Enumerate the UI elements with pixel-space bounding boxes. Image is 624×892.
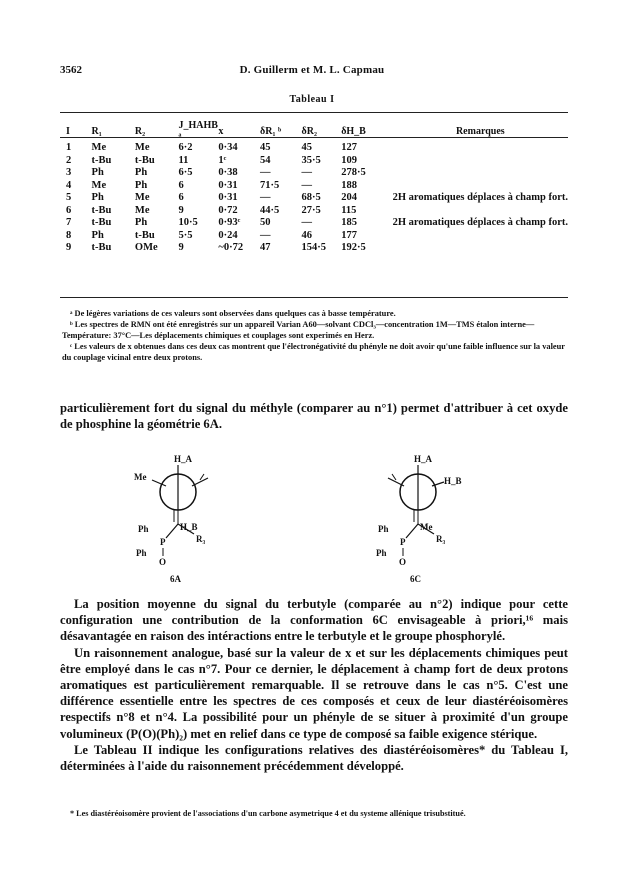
table-cell: 10·5 — [178, 217, 198, 228]
table-cell: 6 — [66, 204, 72, 216]
table-cell: 127 — [341, 142, 357, 153]
table-cell: 47 — [260, 242, 271, 253]
table-cell: 71·5 — [260, 179, 280, 191]
main-paragraphs — [60, 596, 568, 774]
table-note: ᶜ Les valeurs de x obtenues dans ces deux cas montrent que l'électronégativité du phényle ne doit avoir qu'une faible influence sur la valeur du couplage vicinal entre deux protons. — [62, 342, 565, 362]
table-notes — [62, 308, 568, 363]
table-cell: 177 — [341, 229, 357, 241]
footnote-text: * Les diastéréoisomère provient de l'associations d'un carbone asymetrique 4 et du systeme allénique trisubstitué. — [70, 809, 466, 818]
table-cell: Ph — [91, 167, 104, 178]
col-header: J_HAHB ᵃ — [178, 120, 218, 142]
atom-label: Ph — [138, 524, 149, 534]
table-cell: 2H aromatiques déplaces à champ fort. — [392, 217, 568, 228]
col-header: δR₂ — [301, 125, 317, 137]
paragraph: particulièrement fort du signal du méthyle (comparer au n°1) permet d'attribuer à cet oxyde de phosphine la géométrie 6A. — [60, 401, 568, 432]
table-cell: 44·5 — [260, 204, 280, 216]
table-row — [60, 155, 568, 168]
table-cell: 6·2 — [178, 142, 193, 153]
atom-label: H_A — [174, 454, 192, 464]
table-cell: 0·31 — [218, 192, 238, 203]
table-cell: ~0·72 — [218, 242, 244, 253]
table-cell: OMe — [134, 242, 158, 253]
data-table — [60, 120, 568, 255]
atom-label: Ph — [378, 524, 389, 534]
table-cell: 185 — [341, 217, 357, 228]
table-cell: 4 — [66, 179, 72, 191]
table-cell — [393, 242, 568, 255]
atom-label: Ph — [376, 548, 387, 558]
table-cell: 109 — [341, 154, 357, 166]
table-cell — [393, 167, 568, 180]
atom-label: P — [160, 537, 166, 547]
table-cell — [393, 142, 568, 155]
atom-label: R₃ — [196, 534, 206, 544]
table-row — [60, 192, 568, 205]
table-cell: 8 — [66, 229, 72, 241]
table-cell: t-Bu — [91, 154, 112, 166]
table-row — [60, 230, 568, 243]
table-cell: 27·5 — [301, 204, 321, 216]
table-cell: 9 — [66, 242, 72, 253]
paragraph-intro — [60, 400, 568, 432]
table-cell: Me — [134, 142, 150, 153]
col-header: R₁ — [91, 125, 102, 137]
table-cell: 35·5 — [301, 154, 321, 166]
paragraph: Le Tableau II indique les configurations relatives des diastéréoisomères* du Tableau I, déterminées à l'aide du raisonnement précédemment développé. — [60, 742, 568, 774]
page-number: 3562 — [60, 64, 82, 76]
table-cell: t-Bu — [91, 242, 112, 253]
table-cell: 6 — [178, 192, 184, 203]
table-cell: 45 — [301, 142, 313, 153]
footnote — [62, 808, 568, 819]
table-cell: 0·34 — [218, 142, 238, 153]
table-cell: t-Bu — [91, 217, 112, 228]
table-cell: t-Bu — [91, 204, 112, 216]
table-cell: 0·31 — [218, 179, 238, 191]
structure-6c — [376, 454, 462, 584]
table-row — [60, 205, 568, 218]
table-title: Tableau I — [289, 94, 335, 105]
table-cell: Me — [91, 179, 107, 191]
running-head: D. Guillerm et M. L. Capmau — [239, 64, 385, 76]
table-cell: — — [301, 217, 313, 228]
atom-label: Ph — [136, 548, 147, 558]
table-cell: Ph — [91, 192, 104, 203]
atom-label: O — [399, 557, 407, 567]
paragraph: Un raisonnement analogue, basé sur la valeur de x et sur les déplacements chimiques peut être employé dans le cas n°7. Pour ce dernier, le déplacement à champ fort de deux protons aromatiques est particulièrement remarquable. Il se retrouve dans le cas n°5. C'est une différence essentielle entre les spectres de ces composés et ceux de leur diastéréoisomères respectifs n°8 et n°4. La possibilité pour un phényle de se situer à proximité d'un groupe volumineux (P(O)(Ph)₂) met en relief dans ce type de composé sa faible exigence stérique. — [60, 645, 568, 741]
table-cell: t-Bu — [134, 154, 155, 166]
table-note: ᵃ De légères variations de ces valeurs sont observées dans quelques cas à basse température. — [70, 309, 396, 318]
atom-label: H_B — [444, 476, 462, 486]
structure-6a — [134, 454, 208, 584]
table-cell: 278·5 — [341, 167, 366, 178]
table-cell: Ph — [134, 179, 148, 191]
table-header-row — [60, 120, 568, 142]
table-cell — [393, 180, 568, 193]
table-cell — [393, 230, 568, 243]
table-cell: 5 — [66, 192, 72, 203]
newman-projections — [130, 450, 510, 590]
col-header: δH_B — [341, 125, 366, 137]
table-cell: 3 — [66, 167, 72, 178]
table-cell: 2H aromatiques déplaces à champ fort. — [392, 192, 568, 203]
table-cell: Ph — [134, 167, 148, 178]
table-cell: 9 — [178, 204, 184, 216]
table-row — [60, 167, 568, 180]
table-cell: 1 — [66, 142, 72, 153]
table-cell: 7 — [66, 217, 72, 228]
atom-label: H_B — [180, 522, 198, 532]
table-cell: — — [301, 179, 313, 191]
table-cell: 154·5 — [301, 242, 327, 253]
table-cell: 0·38 — [218, 167, 238, 178]
col-header: Remarques — [455, 125, 505, 137]
table-cell: 204 — [341, 192, 357, 203]
table-cell: 54 — [260, 154, 271, 166]
conformation-figure — [130, 450, 510, 590]
table-cell: — — [260, 192, 271, 203]
table-cell: 1ᶜ — [218, 154, 227, 166]
table-row — [60, 242, 568, 255]
table-cell: 192·5 — [341, 242, 366, 253]
table-cell: 5·5 — [178, 229, 193, 241]
table-cell: 50 — [260, 217, 271, 228]
table-cell: t-Bu — [134, 229, 155, 241]
table-cell: — — [301, 167, 313, 178]
table-cell: 6 — [178, 179, 184, 191]
table-cell: 2 — [66, 154, 72, 166]
table-cell: Ph — [91, 229, 104, 241]
paragraph: La position moyenne du signal du terbutyle (comparée au n°2) indique pour cette configuration une contribution de la conformation 6C envisageable à priori,¹⁶ mais désavantagée en raison des intéractions entre le terbutyle et le groupe phosphorylé. — [60, 597, 568, 644]
table-cell: Me — [91, 142, 107, 153]
table-cell: 188 — [341, 179, 357, 191]
table-cell: 45 — [260, 142, 271, 153]
table-cell: Me — [134, 204, 150, 216]
col-header: δR₁ ᵇ — [260, 125, 282, 137]
table-cell: Ph — [134, 217, 148, 228]
table-bottom-rule — [60, 297, 568, 298]
table-cell: 0·72 — [218, 204, 238, 216]
table-cell: 11 — [178, 154, 189, 166]
col-header: x — [218, 125, 224, 137]
table-cell: — — [260, 229, 271, 241]
atom-label: Me — [420, 522, 433, 532]
table-cell: — — [260, 167, 271, 178]
table-cell: 115 — [341, 204, 357, 216]
table-cell: 46 — [301, 229, 313, 241]
atom-label: H_A — [414, 454, 432, 464]
table-note: ᵇ Les spectres de RMN ont été enregistrés sur un appareil Varian A60—solvant CDCl₃—concentration 1M—TMS étalon interne—Température: 37°C—Les déplacements chimiques et couplages sont experimés en Herz. — [62, 320, 535, 340]
table-cell — [393, 205, 568, 218]
table-cell: 6·5 — [178, 167, 193, 178]
table-row — [60, 180, 568, 193]
table-cell: 0·24 — [218, 229, 238, 241]
figure-label: 6C — [410, 574, 421, 584]
atom-label: Me — [134, 472, 147, 482]
table-top-rule — [60, 112, 568, 113]
atom-label: O — [159, 557, 167, 567]
table-cell: 9 — [178, 242, 184, 253]
table-cell: 68·5 — [301, 192, 321, 203]
table-cell — [393, 155, 568, 168]
atom-label: P — [400, 537, 406, 547]
table-row — [60, 142, 568, 155]
figure-label: 6A — [170, 574, 181, 584]
table-row — [60, 217, 568, 230]
table-cell: 0·93ᶜ — [218, 217, 241, 228]
table-cell: Me — [134, 192, 150, 203]
col-header: R₂ — [134, 125, 146, 137]
atom-label: R₃ — [436, 534, 446, 544]
col-header: I — [66, 125, 70, 137]
